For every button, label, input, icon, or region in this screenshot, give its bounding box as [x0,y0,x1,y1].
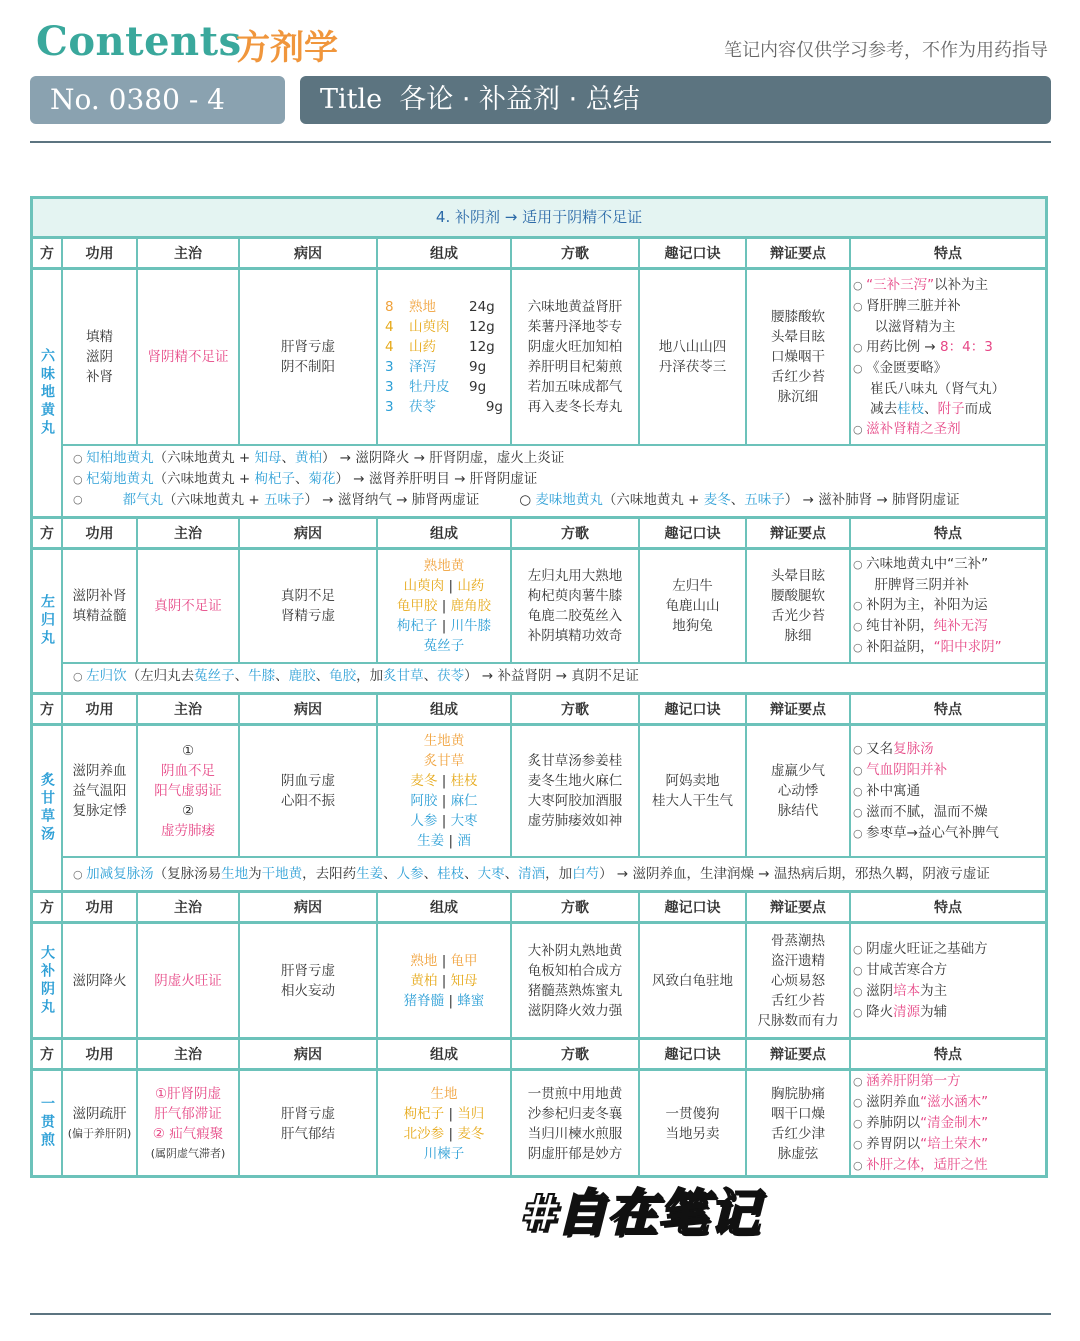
col-header: 方 [33,239,63,267]
features-cell: ○ 又名复脉汤 ○ 气血阴阳并补 ○ 补中寓通 ○ 滋而不腻，温而不燥 ○ 参枣草→益心气补脾气 [851,726,1045,856]
composition-cell: 熟地黄 山萸肉 | 山药 龟甲胶 | 鹿角胶 枸杞子 | 川牛膝 菟丝子 [378,550,512,662]
features-cell: ○ 阴虚火旺证之基础方 ○ 甘咸苦寒合方 ○ 滋阴培本为主 ○ 降火清源为辅 [851,924,1045,1037]
col-header: 组成 [378,239,512,267]
formula-section-zuogui [33,550,1045,695]
col-header: 方歌 [512,239,640,267]
formula-table [30,196,1048,1178]
composition-cell: 生地 枸杞子 | 当归 北沙参 | 麦冬 川楝子 [378,1071,512,1176]
subject-title: 方剂学 [236,28,338,68]
song-cell: 六味地黄益肾肝 茱薯丹泽地苓专 阴虚火旺加知柏 养肝明目杞菊煎 若加五味成都气 再入麦冬长寿丸 [512,270,640,444]
mnemonic-cell: 风致白龟驻地 [640,924,747,1037]
keypoints-cell: 腰膝酸软 头晕目眩 口燥咽干 舌红少苔 脉沉细 [747,270,851,444]
formula-row [63,270,1045,444]
mnemonic-cell: 地八山山四 丹泽茯苓三 [640,270,747,444]
disclaimer: 笔记内容仅供学习参考，不作为用药指导 [724,40,1048,61]
keypoints-cell: 虚羸少气 心动悸 脉结代 [747,726,851,856]
mnemonic-cell: 一贯傻狗 当地另卖 [640,1071,747,1176]
cause-cell: 阴血亏虚 心阳不振 [240,726,378,856]
effect-cell: 滋阴降火 [63,924,138,1037]
table-banner: 4. 补阴剂 → 适用于阴精不足证 [33,199,1045,239]
formula-row [63,1071,1045,1175]
keypoints-cell: 骨蒸潮热 盗汗遗精 心烦易怒 舌红少苔 尺脉数而有力 [747,924,851,1037]
keypoints-cell: 头晕目眩 腰酸腿软 舌光少苔 脉细 [747,550,851,662]
formula-section-yiguanjian [33,1071,1045,1178]
col-header: 辩证要点 [747,239,851,267]
variant-notes: ○ 加减复脉汤（复脉汤易生地为干地黄，去阳药生姜、人参、桂枝、大枣、清酒，加白芍） → 滋阴养血，生津润燥 → 温热病后期，邪热久羁，阴液亏虚证 [63,856,1045,890]
indication-cell: ① 阴血不足 阳气虚弱证 ② 虚劳肺痿 [138,726,240,856]
formula-name: 炙甘草汤 [33,726,63,890]
page-header [0,0,1080,70]
divider-top [30,141,1051,143]
composition-cell: 熟地 | 龟甲 黄柏 | 知母 猪脊髓 | 蜂蜜 [378,924,512,1037]
indication-cell: 真阴不足证 [138,550,240,662]
formula-section-liuwei [33,270,1045,519]
formula-row [63,924,1045,1037]
formula-name: 大补阴丸 [33,924,63,1037]
contents-title: Contents [36,18,242,65]
keypoints-cell: 胸脘胁痛 咽干口燥 舌红少津 脉虚弦 [747,1071,851,1176]
note-title: 各论 · 补益剂 · 总结 [399,84,640,115]
cause-cell: 肝肾亏虚 肝气郁结 [240,1071,378,1176]
divider-bottom [30,1313,1051,1315]
effect-cell: 滋阴养血 益气温阳 复脉定悸 [63,726,138,856]
effect-cell: 滋阴补肾 填精益髓 [63,550,138,662]
features-cell: ○ 六味地黄丸中“三补” 肝脾肾三阴并补 ○ 补阴为主，补阳为运 ○ 纯甘补阴，纯补无泻 ○ 补阳益阴，“阳中求阴” [851,550,1045,662]
column-header-row [33,239,1045,270]
effect-cell: 滋阴疏肝 (偏于养肝阴) [63,1071,138,1176]
cause-cell: 肝肾亏虚 相火妄动 [240,924,378,1037]
features-cell: ○ “三补三泻”以补为主 ○ 肾肝脾三脏并补 以滋肾精为主 ○ 用药比例 → 8：4：3 ○ 《金匮要略》 崔氏八味丸（肾气丸） 减去桂枝、附子而成 ○ 滋补肾精之圣剂 [851,270,1045,444]
column-header-row: 方 功用 主治 病因 组成 方歌 趣记口诀 辩证要点 特点 [33,695,1045,726]
column-header-row: 方 功用 主治 病因 组成 方歌 趣记口诀 辩证要点 特点 [33,893,1045,924]
brand-stamp: #自在笔记 [520,1184,760,1242]
indication-cell: 肾阴精不足证 [138,270,240,444]
formula-row [63,726,1045,856]
indication-cell: ①肝肾阴虚 肝气郁滞证 ② 疝气瘕聚 (属阴虚气滞者) [138,1071,240,1176]
col-header: 主治 [138,239,240,267]
formula-section-dabuyin [33,924,1045,1040]
formula-name: 左归丸 [33,550,63,692]
variant-notes: ○ 左归饮（左归丸去菟丝子、牛膝、鹿胶、龟胶，加炙甘草、茯苓） → 补益肾阴 → 真阴不足证 [63,662,1045,692]
song-cell: 大补阴丸熟地黄 龟板知柏合成方 猪髓蒸熟炼蜜丸 滋阴降火效力强 [512,924,640,1037]
column-header-row: 方 功用 主治 病因 组成 方歌 趣记口诀 辩证要点 特点 [33,519,1045,550]
col-header: 功用 [63,239,138,267]
col-header: 病因 [240,239,378,267]
cause-cell: 真阴不足 肾精亏虚 [240,550,378,662]
cause-cell: 肝肾亏虚 阴不制阳 [240,270,378,444]
col-header: 趣记口诀 [640,239,747,267]
indication-cell: 阴虚火旺证 [138,924,240,1037]
variant-notes: ○ 知柏地黄丸（六味地黄丸 + 知母、黄柏） → 滋阴降火 → 肝肾阴虚，虚火上炎证 ○ 杞菊地黄丸（六味地黄丸 + 枸杞子、菊花） → 滋肾养肝明目 → 肝肾阴虚证 ○ 都气丸（六味地黄丸 + 五味子） → 滋肾纳气 → 肺肾两虚证 ○ 麦味地黄丸（六味地黄丸 + 麦冬、五味子） → 滋补肺肾 → 肺肾阴虚证 [63,444,1045,516]
song-cell: 炙甘草汤参姜桂 麦冬生地火麻仁 大枣阿胶加酒服 虚劳肺痿效如神 [512,726,640,856]
formula-name: 一贯煎 [33,1071,63,1175]
note-number: No. 0380 - 4 [30,76,285,124]
effect-cell: 填精 滋阴 补肾 [63,270,138,444]
title-label: Title [320,84,383,115]
song-cell: 左归丸用大熟地 枸杞萸肉薯牛膝 龟鹿二胶菟丝入 补阴填精功效奇 [512,550,640,662]
features-cell: ○ 涵养肝阴第一方 ○ 滋阴养血“滋水涵木” ○ 养肺阴以“清金制木” ○ 养胃阴以“培土荣木” ○ 补肝之体，适肝之性 [851,1071,1045,1176]
col-header: 特点 [934,246,962,262]
column-header-row: 方 功用 主治 病因 组成 方歌 趣记口诀 辩证要点 特点 [33,1040,1045,1071]
formula-section-zhigancao [33,726,1045,893]
note-title-bar [300,76,1051,124]
formula-name: 六味地黄丸 [33,270,63,516]
mnemonic-cell: 左归牛 龟鹿山山 地狗兔 [640,550,747,662]
composition-cell: 8 熟地 24g 4 山萸肉 12g 4 山药 12g 3 泽泻 9g 3 牡丹皮 9g 3 茯苓 9g [378,270,512,444]
song-cell: 一贯煎中用地黄 沙参杞归麦冬襄 当归川楝水煎服 阴虚肝郁是妙方 [512,1071,640,1176]
composition-cell: 生地黄 炙甘草 麦冬 | 桂枝 阿胶 | 麻仁 人参 | 大枣 生姜 | 酒 [378,726,512,856]
formula-row [63,550,1045,662]
mnemonic-cell: 阿妈卖地 桂大人干生气 [640,726,747,856]
